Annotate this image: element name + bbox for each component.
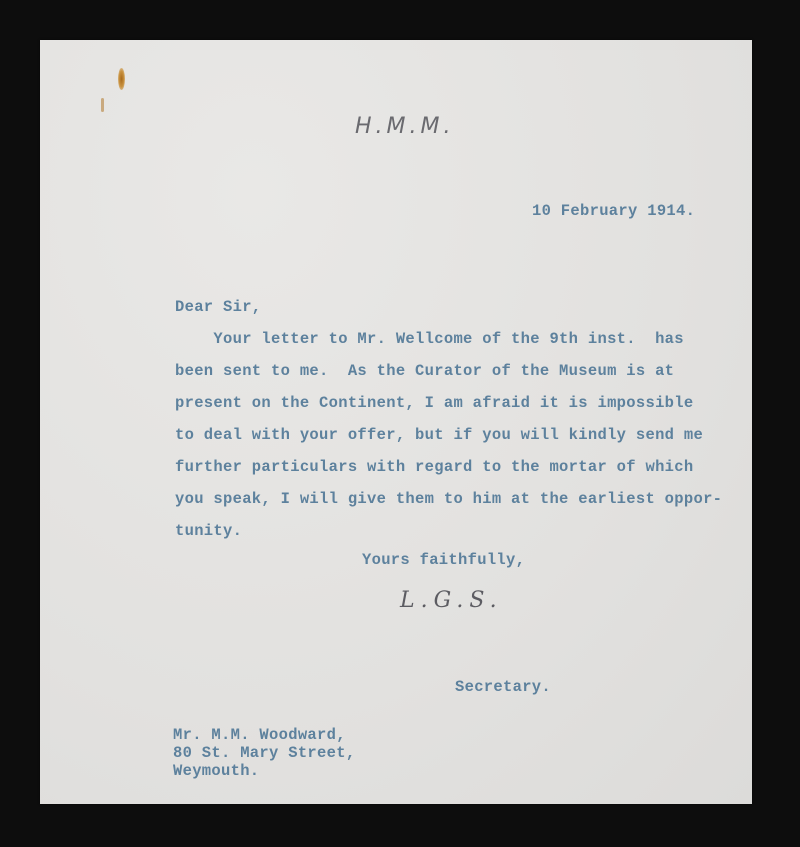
body-line: present on the Continent, I am afraid it is impossible	[175, 394, 694, 412]
letter-date: 10 February 1914.	[532, 202, 696, 220]
body-line: further particulars with regard to the mortar of which	[175, 458, 694, 476]
handwritten-initials-header: H.M.M.	[355, 114, 455, 139]
body-line: you speak, I will give them to him at the earliest oppor-	[175, 490, 723, 508]
address-line: Mr. M.M. Woodward,	[173, 726, 346, 744]
body-line: to deal with your offer, but if you will kindly send me	[175, 426, 704, 444]
letter-page	[40, 40, 752, 804]
rust-stain-drip	[101, 98, 104, 112]
body-line: Your letter to Mr. Wellcome of the 9th inst. has	[175, 330, 684, 348]
handwritten-signature: L.G.S.	[400, 588, 503, 613]
signatory-title: Secretary.	[455, 678, 552, 696]
rust-stain	[118, 68, 125, 90]
body-line: been sent to me. As the Curator of the Museum is at	[175, 362, 675, 380]
address-line: 80 St. Mary Street,	[173, 744, 356, 762]
closing: Yours faithfully,	[362, 551, 526, 569]
salutation: Dear Sir,	[175, 298, 262, 316]
address-line: Weymouth.	[173, 762, 260, 780]
body-line: tunity.	[175, 522, 243, 540]
